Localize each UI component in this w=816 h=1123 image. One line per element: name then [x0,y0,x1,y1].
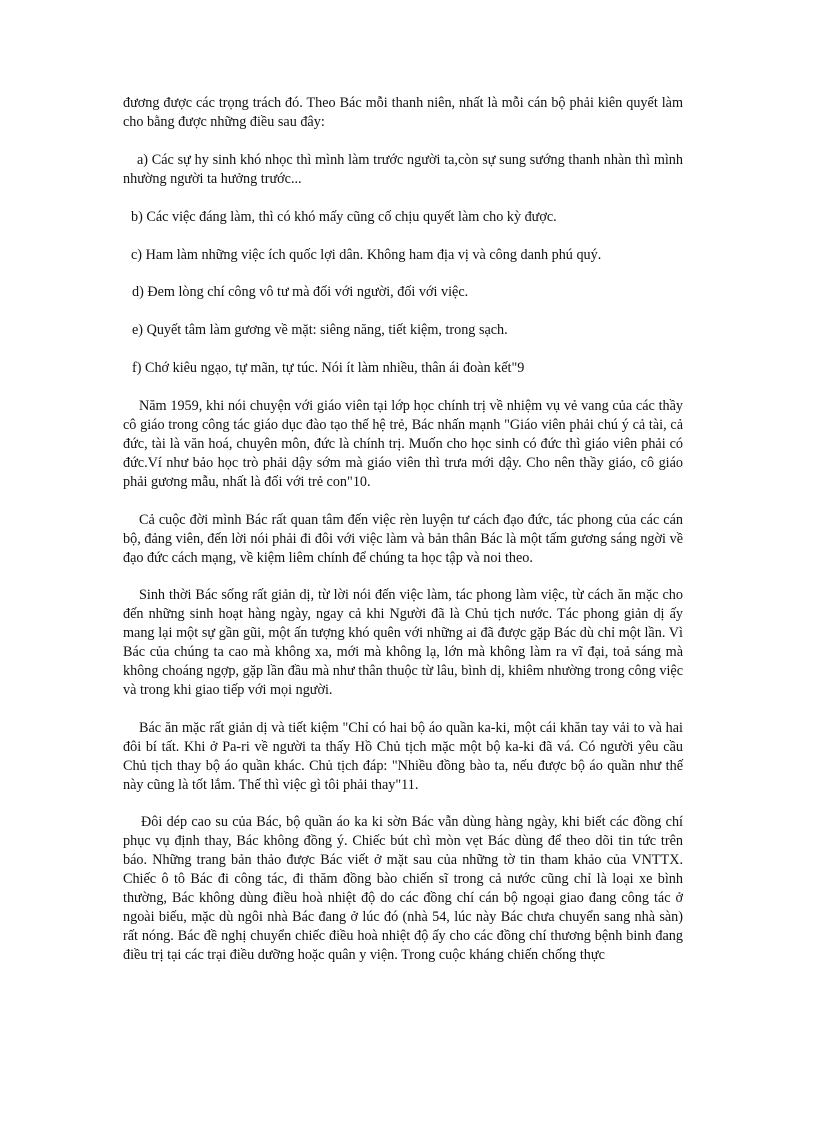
list-item-b: b) Các việc đáng làm, thì có khó mấy cũng cố chịu quyết làm cho kỳ được. [131,208,557,225]
list-item-e: e) Quyết tâm làm gương về mặt: siêng năng, tiết kiệm, trong sạch. [132,322,508,339]
list-item-c: c) Ham làm những việc ích quốc lợi dân. Không ham địa vị và công danh phú quý. [131,246,602,263]
paragraph-ca-cuoc-doi: Cả cuộc đời mình Bác rất quan tâm đến việc rèn luyện tư cách đạo đức, tác phong của các cán bộ, đảng viên, đến lời nói phải đi đôi với việc làm và bản thân Bác là một tấm gương sáng ngời về đạo đức cách mạng, về kiệm liêm chính để chúng ta học tập và noi theo. [123,511,683,566]
list-item-d: d) Đem lòng chí công vô tư mà đối với người, đối với việc. [132,284,469,301]
paragraph-an-mac: Bác ăn mặc rất giản dị và tiết kiệm "Chỉ có hai bộ áo quần ka-ki, một cái khăn tay vải to và hai đôi bí tất. Khi ở Pa-ri về người ta thấy Hồ Chủ tịch mặc một bộ ka-ki đã vá. Có người yêu cầu Chủ tịch thay bộ áo quần khác. Chủ tịch đáp: "Nhiều đồng bào ta, nếu được bộ áo quần như thế này cũng là tốt lắm. Thế thì việc gì tôi phải thay"11. [123,719,683,793]
paragraph-doi-dep: Đôi dép cao su của Bác, bộ quần áo ka ki sờn Bác vẫn dùng hàng ngày, khi biết các đồng chí phục vụ định thay, Bác không đồng ý. Chiếc bút chì mòn vẹt Bác dùng để theo dõi tin tức trên báo. Những trang bản thảo được Bác viết ở mặt sau của những tờ tin tham khảo của VNTTX. Chiếc ô tô Bác đi công tác, đi thăm đồng bào chiến sĩ trong cả nước cũng chỉ là loại xe bình thường, Bác không dùng điều hoà nhiệt độ do các đồng chí cán bộ ngoại giao đang công tác ở ngoài biếu, mặc dù ngôi nhà Bác đang ở lúc đó (nhà 54, lúc này Bác chưa chuyển sang nhà sàn) rất nóng. Bác đề nghị chuyển chiếc điều hoà nhiệt độ ấy cho các đồng chí thương bệnh binh đang điều trị tại các trại điều dưỡng hoặc quân y viện. Trong cuộc kháng chiến chống thực [123,814,683,963]
paragraph-sinh-thoi: Sinh thời Bác sống rất giản dị, từ lời nói đến việc làm, tác phong làm việc, từ cách ăn mặc cho đến những sinh hoạt hàng ngày, ngay cả khi Người đã là Chủ tịch nước. Tác phong giản dị ấy mang lại một sự gần gũi, một ấn tượng khó quên với những ai đã được gặp Bác dù chỉ một lần. Vì Bác của chúng ta cao mà không xa, mới mà không lạ, lớn mà không làm ra vĩ đại, toả sáng mà không choáng ngợp, gặp lần đầu mà như thân thuộc từ lâu, bình dị, khiêm nhường trong công việc và trong khi giao tiếp với mọi người. [123,587,683,698]
document-page [123,94,683,965]
list-item-a: a) Các sự hy sinh khó nhọc thì mình làm trước người ta,còn sự sung sướng thanh nhàn thì mình nhường người ta hưởng trước... [123,151,683,187]
intro-paragraph: đương được các trọng trách đó. Theo Bác mỗi thanh niên, nhất là mỗi cán bộ phải kiên quyết làm cho bằng được những điều sau đây: [123,95,683,130]
paragraph-1959: Năm 1959, khi nói chuyện với giáo viên tại lớp học chính trị về nhiệm vụ vẻ vang của các thầy cô giáo trong công tác giáo dục đào tạo thế hệ trẻ, Bác nhấn mạnh "Giáo viên phải chú ý cả tài, cả đức, tài là văn hoá, chuyên môn, đức là chính trị. Muốn cho học sinh có đức thì giáo viên phải có đức.Ví như bảo học trò phải dậy sớm mà giáo viên thì trưa mới dậy. Cho nên thầy giáo, cô giáo phải gương mẫu, nhất là đối với trẻ con"10. [123,398,683,490]
list-item-f: f) Chớ kiêu ngạo, tự mãn, tự túc. Nói ít làm nhiều, thân ái đoàn kết"9 [132,360,525,377]
